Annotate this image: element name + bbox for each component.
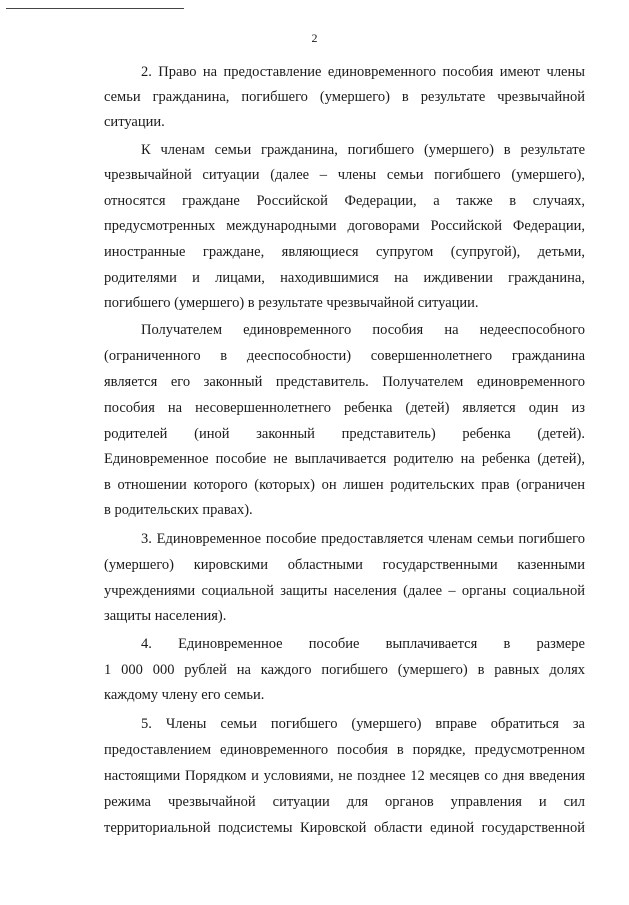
line-29: режима чрезвычайной ситуации для органов управления и сил (104, 794, 585, 810)
line-13: является его законный представитель. Получателем единовременного (104, 374, 585, 390)
line-14: пособия на несовершеннолетнего ребенка (детей) является один из (104, 400, 585, 416)
line-10: погибшего (умершего) в результате чрезвычайной ситуации. (104, 295, 479, 311)
line-1: 2. Право на предоставление единовременного пособия имеют члены (141, 64, 585, 80)
line-26: 5. Члены семьи погибшего (умершего) вправе обратиться за (141, 716, 585, 732)
line-16: Единовременное пособие не выплачивается родителю на ребенка (детей), (104, 451, 585, 467)
line-19: 3. Единовременное пособие предоставляется членам семьи погибшего (141, 531, 585, 547)
line-11: Получателем единовременного пособия на недееспособного (141, 322, 585, 338)
line-30: территориальной подсистемы Кировской области единой государственной (104, 820, 585, 836)
line-22: защиты населения). (104, 608, 227, 624)
line-15: родителей (иной законный представитель) ребенка (детей). (104, 426, 585, 442)
line-25: каждому члену его семьи. (104, 687, 265, 703)
line-20: (умершего) кировскими областными государственными казенными (104, 557, 585, 573)
line-4: К членам семьи гражданина, погибшего (умершего) в результате (141, 142, 585, 158)
line-3: ситуации. (104, 114, 165, 130)
line-5: чрезвычайной ситуации (далее – члены семьи погибшего (умершего), (104, 167, 585, 183)
line-28: настоящими Порядком и условиями, не позднее 12 месяцев со дня введения (104, 768, 585, 784)
line-21: учреждениями социальной защиты населения (далее – органы социальной (104, 583, 585, 599)
line-12: (ограниченного в дееспособности) совершеннолетнего гражданина (104, 348, 585, 364)
page-number: 2 (311, 31, 318, 45)
line-27: предоставлением единовременного пособия в порядке, предусмотренном (104, 742, 585, 758)
line-8: иностранные граждане, являющиеся супругом (супругой), детьми, (104, 244, 585, 260)
line-24: 1 000 000 рублей на каждого погибшего (умершего) в равных долях (104, 662, 585, 678)
line-2: семьи гражданина, погибшего (умершего) в результате чрезвычайной (104, 89, 585, 105)
line-23: 4. Единовременное пособие выплачивается в размере (141, 636, 585, 652)
line-6: относятся граждане Российской Федерации, а также в случаях, (104, 193, 585, 209)
line-17: в отношении которого (которых) он лишен родительских прав (ограничен (104, 477, 585, 493)
line-9: родителями и лицами, находившимися на иждивении гражданина, (104, 270, 585, 286)
line-18: в родительских правах). (104, 502, 253, 518)
line-7: предусмотренных международными договорами Российской Федерации, (104, 218, 585, 234)
top-rule (6, 8, 184, 9)
